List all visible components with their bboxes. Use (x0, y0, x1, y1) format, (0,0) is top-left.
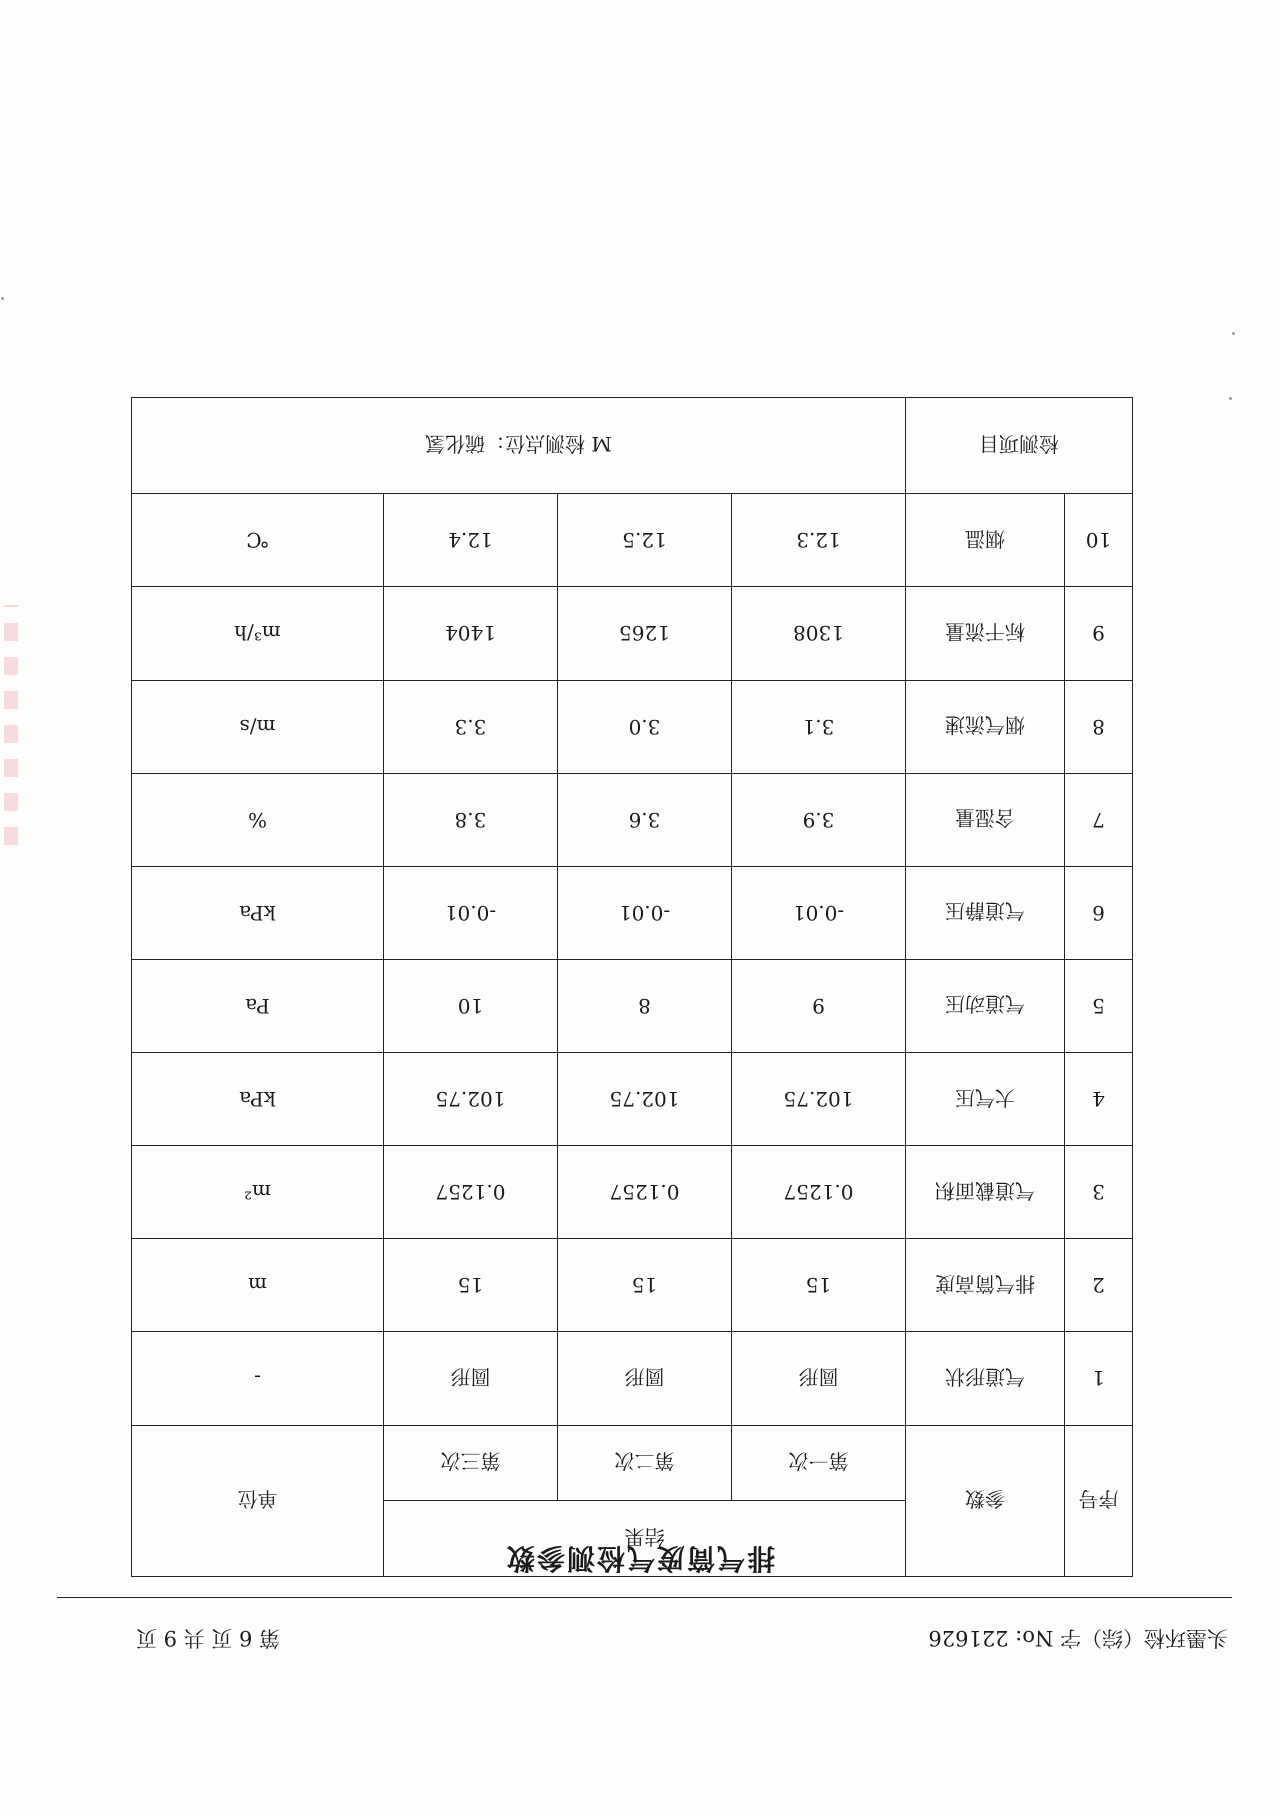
row-unit: m (131, 1239, 383, 1332)
row-result-2: 15 (558, 1239, 732, 1332)
row-result-1: 9 (732, 959, 906, 1052)
header-second: 第二次 (558, 1425, 732, 1501)
scan-speck (1, 297, 4, 300)
row-no: 8 (1065, 680, 1133, 773)
row-unit: Pa (131, 959, 383, 1052)
table-row (131, 494, 1132, 587)
row-unit: m² (131, 1146, 383, 1239)
row-result-2: -0.01 (558, 866, 732, 959)
header-param: 参数 (906, 1425, 1065, 1576)
row-result-1: 圆形 (732, 1332, 906, 1425)
parameter-table (131, 397, 1133, 1577)
row-result-1: 0.1257 (732, 1146, 906, 1239)
row-param: 气道动压 (906, 959, 1065, 1052)
row-param: 标干流量 (906, 587, 1065, 680)
row-result-2: 1265 (558, 587, 732, 680)
row-no: 5 (1065, 959, 1133, 1052)
row-result-1: -0.01 (732, 866, 906, 959)
row-no: 9 (1065, 587, 1133, 680)
row-result-2: 102.75 (558, 1053, 732, 1146)
row-unit: % (131, 773, 383, 866)
row-result-1: 3.1 (732, 680, 906, 773)
stamp-mark (4, 605, 18, 845)
table-row (131, 773, 1132, 866)
row-result-3: 10 (383, 959, 557, 1052)
row-no: 4 (1065, 1053, 1133, 1146)
table-row (131, 680, 1132, 773)
row-result-3: -0.01 (383, 866, 557, 959)
row-unit: m/s (131, 680, 383, 773)
row-result-2: 12.5 (558, 494, 732, 587)
row-param: 气道截面积 (906, 1146, 1065, 1239)
table-row (131, 1239, 1132, 1332)
header-result: 结果 (383, 1501, 905, 1577)
row-result-1: 1308 (732, 587, 906, 680)
row-no: 6 (1065, 866, 1133, 959)
row-result-1: 12.3 (732, 494, 906, 587)
table-row (131, 866, 1132, 959)
row-no: 7 (1065, 773, 1133, 866)
row-result-2: 3.0 (558, 680, 732, 773)
report-number: 头墨环检（综）字 No: 221626 (928, 1626, 1228, 1650)
row-result-3: 102.75 (383, 1053, 557, 1146)
row-result-3: 1404 (383, 587, 557, 680)
row-no: 2 (1065, 1239, 1133, 1332)
table-row (131, 1053, 1132, 1146)
row-param: 气道静压 (906, 866, 1065, 959)
row-result-2: 圆形 (558, 1332, 732, 1425)
row-param: 含湿量 (906, 773, 1065, 866)
row-param: 烟温 (906, 494, 1065, 587)
row-result-2: 0.1257 (558, 1146, 732, 1239)
row-param: 烟气流速 (906, 680, 1065, 773)
page-info: 第 6 页 共 9 页 (135, 1626, 280, 1650)
detection-item-label: 检测项目 (906, 398, 1133, 494)
row-result-3: 3.8 (383, 773, 557, 866)
header-first: 第一次 (732, 1425, 906, 1501)
table-row (131, 1332, 1132, 1425)
detection-point-value: M 检测点位：硫化氢 (131, 398, 905, 494)
row-no: 3 (1065, 1146, 1133, 1239)
row-unit: - (131, 1332, 383, 1425)
row-unit: m³/h (131, 587, 383, 680)
header-seq: 序号 (1065, 1425, 1133, 1576)
row-param: 排气筒高度 (906, 1239, 1065, 1332)
row-no: 1 (1065, 1332, 1133, 1425)
scan-speck (1229, 397, 1232, 400)
table-row (131, 959, 1132, 1052)
row-result-3: 15 (383, 1239, 557, 1332)
header-third: 第三次 (383, 1425, 557, 1501)
scan-speck (1232, 332, 1235, 335)
row-result-3: 12.4 (383, 494, 557, 587)
row-unit: kPa (131, 866, 383, 959)
row-result-2: 8 (558, 959, 732, 1052)
row-result-3: 圆形 (383, 1332, 557, 1425)
row-no: 10 (1065, 494, 1133, 587)
table-row (131, 587, 1132, 680)
row-result-3: 3.3 (383, 680, 557, 773)
row-result-1: 102.75 (732, 1053, 906, 1146)
row-param: 大气压 (906, 1053, 1065, 1146)
row-result-1: 3.9 (732, 773, 906, 866)
row-result-1: 15 (732, 1239, 906, 1332)
table-row (131, 1146, 1132, 1239)
row-param: 气道形状 (906, 1332, 1065, 1425)
row-result-2: 3.6 (558, 773, 732, 866)
row-unit: ℃ (131, 494, 383, 587)
header-unit: 单位 (131, 1425, 383, 1576)
row-unit: kPa (131, 1053, 383, 1146)
row-result-3: 0.1257 (383, 1146, 557, 1239)
document-title: 排气筒废气检测参数 (505, 1542, 776, 1575)
